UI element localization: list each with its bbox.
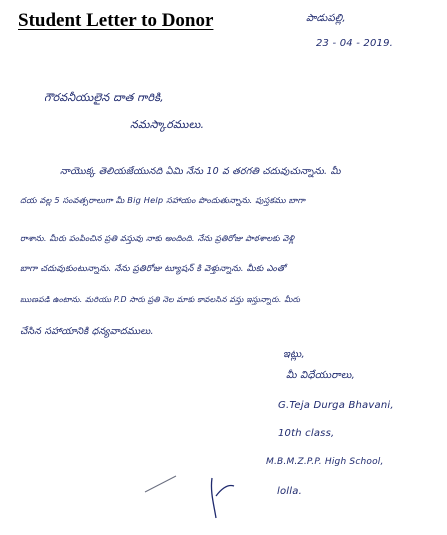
- letter-salutation: గౌరవనీయులైన దాత గారికి,: [44, 91, 164, 104]
- signature-name: G.Teja Durga Bhavani,: [278, 400, 394, 411]
- letter-date: 23 - 04 - 2019.: [316, 38, 394, 49]
- body-line-1: నాయొక్క తెలియజేయునది ఏమి నేను 10 వ తరగతి చదువుచున్నాను. మీ: [60, 166, 341, 177]
- page-title: Student Letter to Donor: [18, 10, 214, 31]
- letter-greeting: నమస్కారములు.: [130, 118, 205, 131]
- signature-village: lolla.: [277, 486, 302, 497]
- signature-class: 10th class,: [278, 428, 335, 439]
- signature-scribble: [211, 478, 234, 518]
- body-line-2: దయ వల్ల 5 సంవత్సరాలుగా మీ Big Help సహాయం పొందుతున్నాను. పుస్తకము బాగా: [20, 195, 306, 205]
- pen-stroke-mark: [145, 476, 176, 492]
- closing-line-2: మీ విధేయురాలు,: [286, 370, 355, 381]
- body-line-6: చేసిన సహాయానికి ధన్యవాదములు.: [20, 326, 154, 337]
- body-line-4: బాగా చదువుకుంటున్నాను. నేను ప్రతిరోజు ట్యూషన్ కి వెళ్తున్నాను. మీకు ఎంతో: [20, 264, 286, 274]
- letter-place: పాడుపల్లి,: [306, 13, 346, 24]
- closing-line-1: ఇట్లు,: [283, 349, 305, 360]
- body-line-3: రాశాను. మీరు పంపించిన ప్రతి వస్తువు నాకు అందింది. నేను ప్రతిరోజు పాఠశాలకు వెళ్లి: [20, 233, 295, 243]
- signature-school: M.B.M.Z.P.P. High School,: [266, 457, 384, 467]
- body-line-5: ఋణపడి ఉంటాను. మరియు P.D సారు ప్రతి నెల మాకు కావలసిన వస్తు ఇస్తున్నారు. మీరు: [20, 295, 301, 304]
